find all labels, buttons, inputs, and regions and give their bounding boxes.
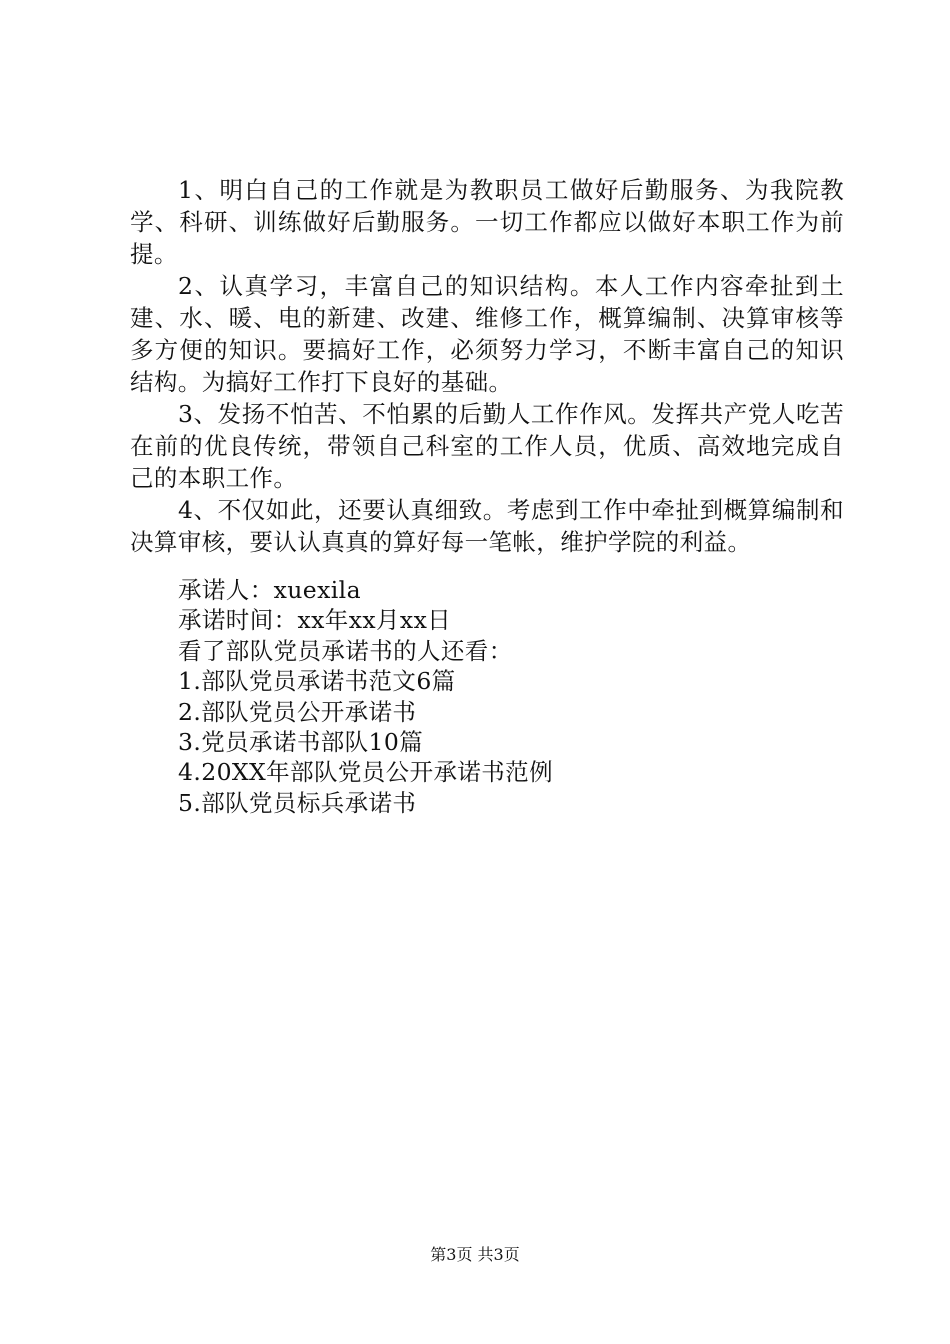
paragraph-2: 2、认真学习，丰富自己的知识结构。本人工作内容牵扯到土建、水、暖、电的新建、改建、维修工作，概算编制、决算审核等多方便的知识。要搞好工作，必须努力学习，不断丰富自己的知识结构。为搞好工作打下良好的基础。 <box>130 272 844 396</box>
paragraph-4: 4、不仅如此，还要认真细致。考虑到工作中牵扯到概算编制和决算审核，要认认真真的算好每一笔帐，维护学院的利益。 <box>130 496 844 556</box>
page-number-footer: 第3页 共3页 <box>430 1245 520 1264</box>
signature-block <box>178 575 553 818</box>
related-item: 4.20XX年部队党员公开承诺书范例 <box>178 758 553 787</box>
related-item: 5.部队党员标兵承诺书 <box>178 788 417 817</box>
signer-line: 承诺人：xuexila <box>178 576 361 604</box>
document-body <box>130 174 844 558</box>
related-item: 1.部队党员承诺书范文6篇 <box>178 667 456 696</box>
related-item: 3.党员承诺书部队10篇 <box>178 728 424 757</box>
paragraph-1: 1、明白自己的工作就是为教职员工做好后勤服务、为我院教学、科研、训练做好后勤服务。一切工作都应以做好本职工作为前提。 <box>130 176 844 268</box>
related-heading: 看了部队党员承诺书的人还看： <box>178 636 513 665</box>
sign-date-line: 承诺时间：xx年xx月xx日 <box>178 606 452 635</box>
paragraph-3: 3、发扬不怕苦、不怕累的后勤人工作作风。发挥共产党人吃苦在前的优良传统，带领自己科室的工作人员，优质、高效地完成自己的本职工作。 <box>130 400 844 492</box>
related-item: 2.部队党员公开承诺书 <box>178 697 417 726</box>
